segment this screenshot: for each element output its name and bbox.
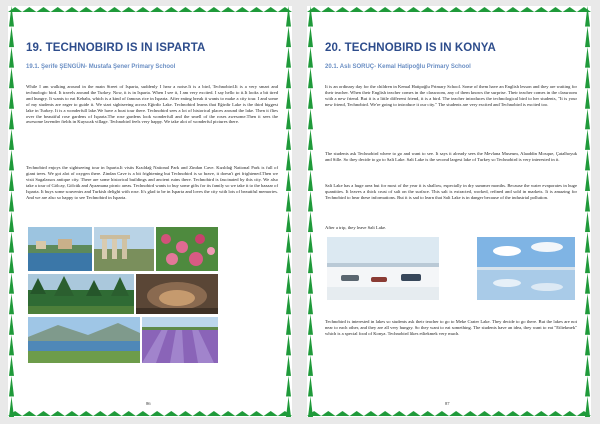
right-page xyxy=(307,6,591,417)
photo-forest xyxy=(28,274,134,314)
tree-border-right xyxy=(286,6,291,417)
paragraph: While I am walking around in the main Street of Isparta, suddenly I hear a noise.It is a bird, Technobird.It is a very smart and technologic bird. It travels around the Turkey. Now, it is in Isparta. When I see it, I am very excited. I say hello to it.It looks a bit tired and hungry. It wants to eat Kebabı, which is a kind of famous rice in Isparta. After eating break it wants to make a city tour. I and some of my students are eager to guide it. We start sightseeing across Eğirdir Lake. Technobird learns that Eğirdir Lake is the third biggest lake in Turkey. It is a wonderfull lake.We have a boat tour there. Technobird sees a lot of historical places around the lake. Then it flies over the beautiful rose gardens of Isparta.The rose gardens look wonderfull and the smell of the roses awesome.Then it sees the awesome lavender fields in Kuyucak village. Technobird feels very happy. We take alot of wonderful pictures there. xyxy=(26,84,278,125)
school-name: 19.1. Şerife ŞENGÜN- Mustafa Şener Primary School xyxy=(26,64,176,70)
chapter-title: 19. TECHNOBIRD IS IN ISPARTA xyxy=(26,42,206,54)
chapter-title: 20. TECHNOBIRD IS IN KONYA xyxy=(325,42,496,54)
tree-border-bottom xyxy=(8,411,292,416)
left-page xyxy=(8,6,292,417)
paragraph: After a trip, they leave Salt Lake. xyxy=(325,225,387,230)
photo-rose-garden xyxy=(156,227,218,271)
school-name: 20.1. Aslı SORUÇ- Kemal Hatipoğlu Primary School xyxy=(325,64,471,70)
paragraph: The students ask Technobird where to go and want to see. It says it already sees the Mevlana Museum, Alaaddin Mosque, Çatalhoyuk and Sille. So they decide to go to Salt Lake. Salt Lake is the second largest lake of Turkey so Technobird is very interested in it. xyxy=(325,151,577,162)
photo-cave xyxy=(136,274,218,314)
photo-lake-town xyxy=(28,227,92,271)
photo-salt-lake-reflection xyxy=(477,237,575,300)
paragraph: Technobird is interested in lakes so students ask their teacher to go to Meke Crater Lake. They decide to go there. But the lakes are not near to each other, and they are all very hungry. So they want to eat something. The students have an idea, they want to eat "Etliekmek" which is a special food of Konya. Technobird likes etliekmek very much. xyxy=(325,319,577,336)
photo-lavender-field xyxy=(142,317,218,363)
photo-ruins xyxy=(94,227,154,271)
tree-border-right xyxy=(585,6,590,417)
tree-border-bottom xyxy=(307,411,591,416)
page-number: 87 xyxy=(445,401,450,406)
photo-lake-view xyxy=(28,317,140,363)
photo-salt-lake-cars xyxy=(327,237,439,300)
tree-border-left xyxy=(308,6,313,417)
page-number: 86 xyxy=(146,401,151,406)
paragraph: Salt Lake has a huge area but for most of the year it is shallow, especially in dry summer months. Because the water evaporates in huge quantities. It leaves a thick crust of salt on the surface. This salt is extracted, worked, refined and sold in markets. It is amazing for Technobird to hear these informations. But it is sad to learn that Salt Lake is in danger because of the industrial pollution. xyxy=(325,183,577,200)
tree-border-left xyxy=(9,6,14,417)
paragraph: Technobird enjoys the sightseeing tour in Isparta.It visits Kızıldağ National Park and Zindan Cave. Kızıldağ National Park is full of giant trees. We got alot of oxygen there. Zindan Cave is a bit frightening but Technobird is so brave, it doesn't get frightened.Then we visit Sagalassos antique city. There are some historical buildings and ancient ruins there. Technobird is fascinated by this city. We also take a tour of Gölcay, Gölcük and Ayazmana picnic areas. Technobird wants to buy some gifts for its family so we take it to the bazaar of Isparta. It buys some souvenirs and Turkish delight with rose. It's glad to be in Isparta and loves the city with lots of beautiful memories. And we are also so happy to see Technobird in Isparta. xyxy=(26,165,278,200)
paragraph: It is an ordinary day for the children in Kemal Hatipoğlu Primary School. Some of them have an English lesson and they are waiting for their teacher. When their English teacher comes in the classroom, any of them knows the surprise. Their teacher comes in the classroom with a new friend. But it is a little different friend, it is a bird. The teacher introduces the technological bird to her students, "It is your new friend, Technobird. We're going to introduce it our city." The students are very excited and Technobird is excited too. xyxy=(325,84,577,107)
